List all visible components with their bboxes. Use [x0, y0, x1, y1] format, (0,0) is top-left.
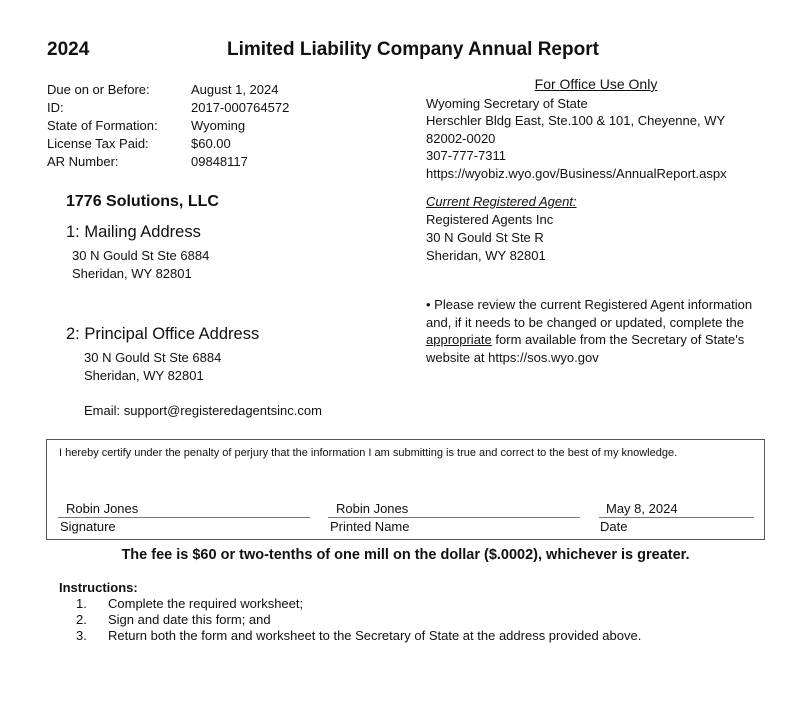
- principal-address-heading: 2: Principal Office Address: [66, 325, 260, 343]
- label-state: State of Formation:: [47, 118, 158, 133]
- office-use-heading: For Office Use Only: [534, 76, 658, 92]
- filing-info-labels: [47, 81, 158, 171]
- principal-city: Sheridan, WY 82801: [84, 368, 204, 383]
- registered-agent-block: [426, 193, 577, 265]
- notice-text-before: • Please review the current Registered Agent information and, if it needs to be changed or updated, complete the: [426, 297, 753, 330]
- notice-text-after: form available from the Secretary of State's website at https://sos.wyo.gov: [426, 332, 745, 365]
- office-use-block: [426, 76, 766, 182]
- instruction-item: [76, 628, 641, 644]
- filing-info-values: [191, 81, 289, 171]
- instruction-number: 2.: [76, 612, 87, 627]
- company-email: Email: support@registeredagentsinc.com: [84, 403, 322, 418]
- office-url: https://wyobiz.wyo.gov/Business/AnnualReport.aspx: [426, 165, 727, 181]
- instruction-text: Sign and date this form; and: [108, 612, 271, 627]
- value-due-date: August 1, 2024: [191, 82, 279, 97]
- label-due-date: Due on or Before:: [47, 82, 150, 97]
- printed-name-value[interactable]: Robin Jones: [336, 501, 409, 516]
- signature-line: [58, 517, 310, 518]
- registered-agent-city: Sheridan, WY 82801: [426, 248, 546, 263]
- printed-name-label: Printed Name: [330, 519, 410, 534]
- mailing-street: 30 N Gould St Ste 6884: [72, 248, 210, 263]
- label-id: ID:: [47, 100, 64, 115]
- value-state: Wyoming: [191, 118, 246, 133]
- registered-agent-name: Registered Agents Inc: [426, 212, 554, 227]
- date-label: Date: [600, 519, 628, 534]
- fee-note: The fee is $60 or two-tenths of one mill on the dollar ($.0002), whichever is greater.: [121, 547, 690, 563]
- mailing-address-heading: 1: Mailing Address: [66, 223, 201, 241]
- date-line: [599, 517, 754, 518]
- page-title: Limited Liability Company Annual Report: [227, 39, 599, 60]
- mailing-address: [72, 247, 209, 283]
- registered-agent-street: 30 N Gould St Ste R: [426, 230, 544, 245]
- office-address-2: 82002-0020: [426, 130, 496, 146]
- instruction-number: 3.: [76, 628, 87, 643]
- company-name: 1776 Solutions, LLC: [66, 193, 219, 210]
- office-address-1: Herschler Bldg East, Ste.100 & 101, Cheyenne, WY: [426, 113, 726, 128]
- printed-name-line: [328, 517, 580, 518]
- value-tax-paid: $60.00: [191, 136, 231, 151]
- signature-label: Signature: [60, 519, 116, 534]
- notice-link-appropriate: appropriate: [426, 332, 492, 347]
- principal-street: 30 N Gould St Ste 6884: [84, 350, 222, 365]
- certification-statement: I hereby certify under the penalty of perjury that the information I am submitting is true and correct to the best of my knowledge.: [59, 447, 678, 459]
- value-id: 2017-000764572: [191, 100, 290, 115]
- agent-review-notice: [426, 296, 766, 366]
- instructions-list: [76, 596, 641, 644]
- instruction-number: 1.: [76, 596, 87, 611]
- label-tax-paid: License Tax Paid:: [47, 136, 149, 151]
- office-phone: 307-777-7311: [426, 148, 506, 163]
- registered-agent-heading: Current Registered Agent:: [426, 194, 577, 209]
- office-agency: Wyoming Secretary of State: [426, 95, 588, 111]
- mailing-city: Sheridan, WY 82801: [72, 266, 192, 281]
- date-value[interactable]: May 8, 2024: [606, 501, 678, 516]
- instruction-text: Complete the required worksheet;: [108, 596, 304, 611]
- certification-box: [46, 439, 765, 540]
- signature-value[interactable]: Robin Jones: [66, 501, 139, 516]
- value-ar-number: 09848117: [191, 154, 248, 169]
- instruction-item: [76, 596, 641, 612]
- instruction-item: [76, 612, 641, 628]
- label-ar-number: AR Number:: [47, 154, 119, 169]
- principal-address: [84, 349, 221, 385]
- instructions-heading: Instructions:: [59, 580, 138, 595]
- report-year: 2024: [47, 39, 90, 60]
- instruction-text: Return both the form and worksheet to the Secretary of State at the address provided above.: [108, 628, 642, 643]
